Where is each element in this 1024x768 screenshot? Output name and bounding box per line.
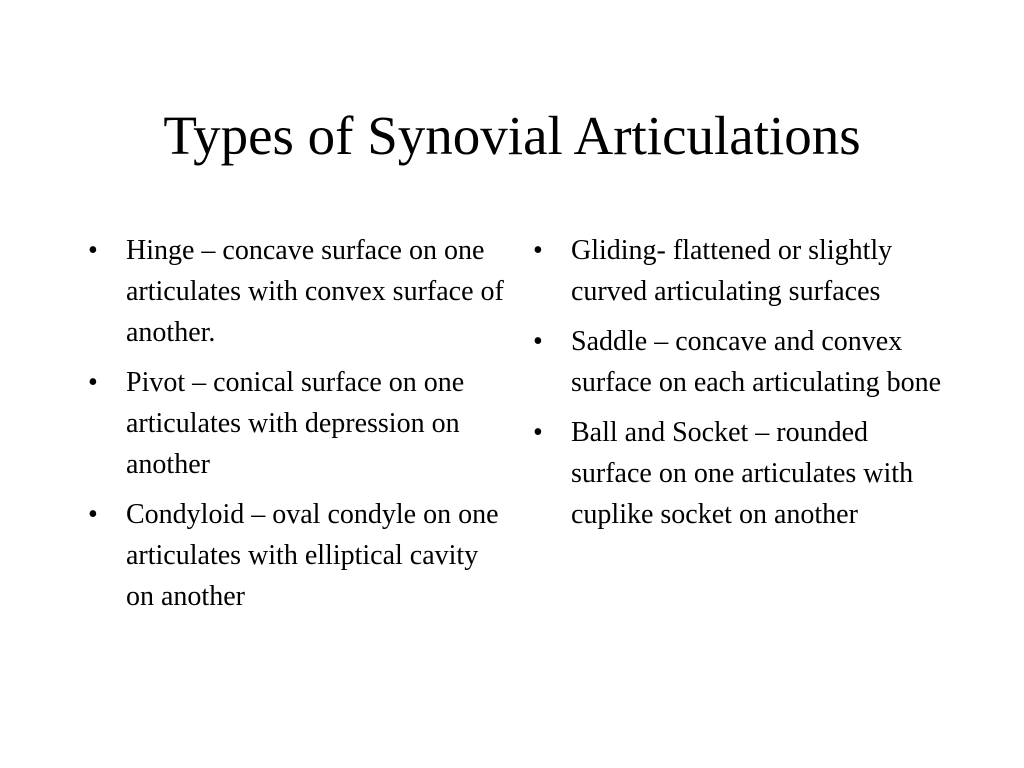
- bullet-dot-icon: •: [88, 367, 98, 398]
- bullet-item-ball-and-socket: [529, 412, 949, 535]
- bullet-text: Ball and Socket – rounded surface on one articulates with cuplike socket on another: [571, 417, 914, 530]
- bullet-text: Hinge – concave surface on one articulates with convex surface of another.: [126, 235, 504, 348]
- bullet-text: Condyloid – oval condyle on one articulates with elliptical cavity on another: [126, 499, 499, 612]
- bullet-text: Gliding- flattened or slightly curved articulating surfaces: [571, 235, 893, 307]
- bullet-item-gliding: [529, 230, 949, 312]
- bullet-item-hinge: [84, 230, 504, 353]
- bullet-dot-icon: •: [88, 235, 98, 266]
- bullet-item-pivot: [84, 362, 504, 485]
- right-bullet-column: [529, 230, 949, 544]
- bullet-dot-icon: •: [88, 499, 98, 530]
- bullet-text: Saddle – concave and convex surface on each articulating bone: [571, 326, 942, 398]
- bullet-dot-icon: •: [533, 235, 543, 266]
- bullet-dot-icon: •: [533, 417, 543, 448]
- slide-title: Types of Synovial Articulations: [163, 105, 861, 166]
- bullet-item-condyloid: [84, 494, 504, 617]
- bullet-item-saddle: [529, 321, 949, 403]
- bullet-dot-icon: •: [533, 326, 543, 357]
- left-bullet-column: [84, 230, 504, 626]
- bullet-text: Pivot – conical surface on one articulates with depression on another: [126, 367, 465, 480]
